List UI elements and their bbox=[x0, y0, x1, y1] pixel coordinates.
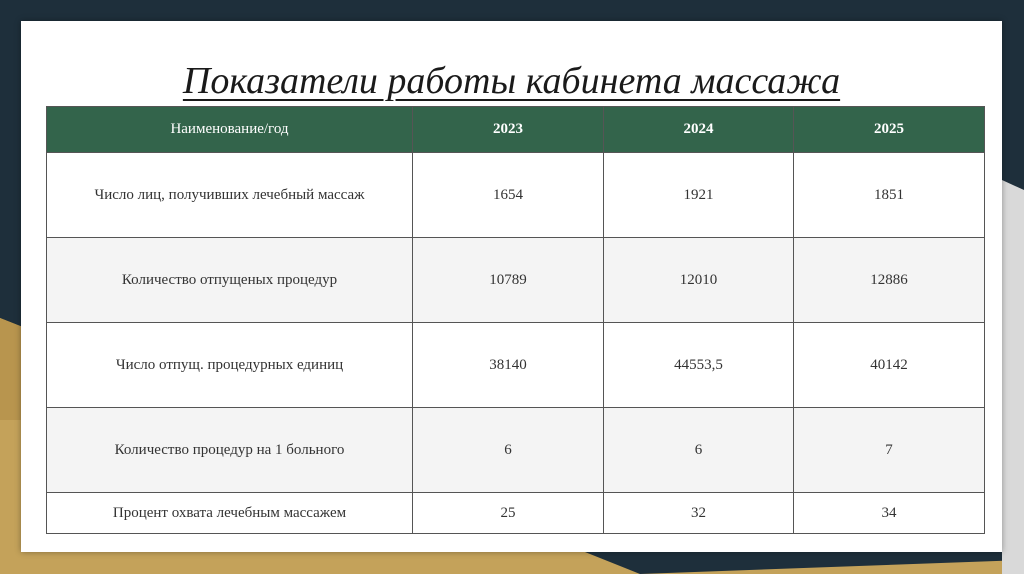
slide bbox=[21, 21, 1002, 552]
cell-value: 1654 bbox=[413, 153, 604, 238]
cell-value: 7 bbox=[794, 408, 985, 493]
row-label: Количество отпущеных процедур bbox=[47, 238, 413, 323]
slide-title: Показатели работы кабинета массажа bbox=[182, 60, 841, 102]
table-row bbox=[47, 408, 985, 493]
table-row bbox=[47, 238, 985, 323]
cell-value: 10789 bbox=[413, 238, 604, 323]
cell-value: 40142 bbox=[794, 323, 985, 408]
table-row bbox=[47, 323, 985, 408]
table-header-row bbox=[47, 107, 985, 153]
header-year-2024: 2024 bbox=[604, 107, 794, 153]
cell-value: 6 bbox=[413, 408, 604, 493]
header-year-2023: 2023 bbox=[413, 107, 604, 153]
cell-value: 32 bbox=[604, 493, 794, 534]
metrics-table bbox=[46, 106, 985, 534]
header-name-col: Наименование/год bbox=[47, 107, 413, 153]
cell-value: 1921 bbox=[604, 153, 794, 238]
table-row bbox=[47, 493, 985, 534]
row-label: Число отпущ. процедурных единиц bbox=[47, 323, 413, 408]
row-label: Количество процедур на 1 больного bbox=[47, 408, 413, 493]
table-row bbox=[47, 153, 985, 238]
cell-value: 44553,5 bbox=[604, 323, 794, 408]
row-label: Число лиц, получивших лечебный массаж bbox=[47, 153, 413, 238]
cell-value: 6 bbox=[604, 408, 794, 493]
row-label: Процент охвата лечебным массажем bbox=[47, 493, 413, 534]
cell-value: 1851 bbox=[794, 153, 985, 238]
cell-value: 25 bbox=[413, 493, 604, 534]
cell-value: 38140 bbox=[413, 323, 604, 408]
header-year-2025: 2025 bbox=[794, 107, 985, 153]
cell-value: 34 bbox=[794, 493, 985, 534]
cell-value: 12886 bbox=[794, 238, 985, 323]
cell-value: 12010 bbox=[604, 238, 794, 323]
